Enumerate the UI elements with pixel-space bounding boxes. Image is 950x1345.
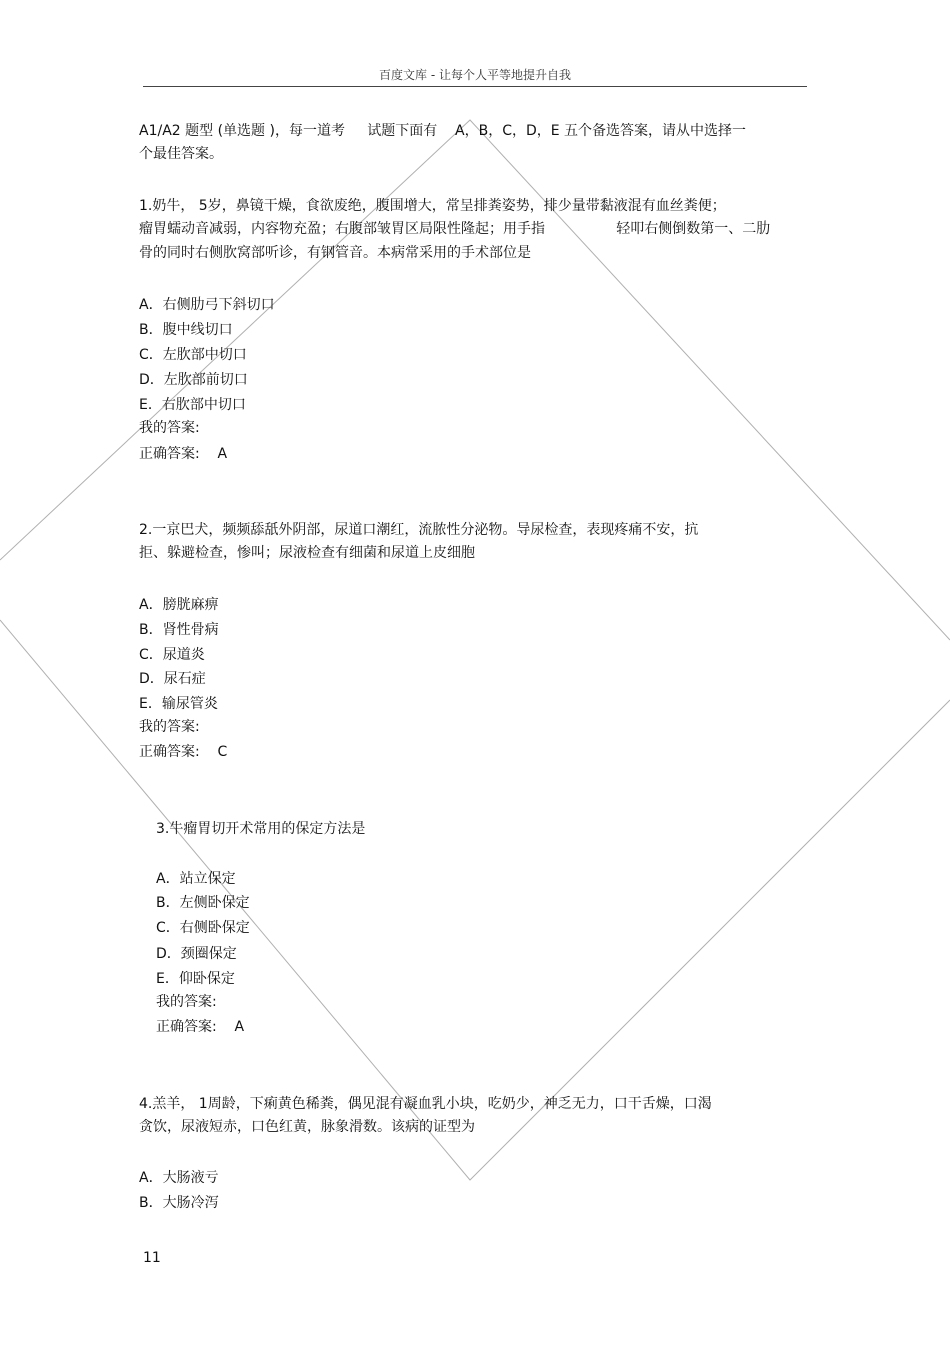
q1-stem-line-2: 瘤胃蠕动音减弱，内容物充盈；右腹部皱胃区局限性隆起；用手指 轻叩右侧倒数第一、二肋 bbox=[139, 221, 771, 237]
q3-option-d: D．颈圈保定 bbox=[156, 946, 237, 962]
q1-stem-line-1: 1.奶牛， 5岁，鼻镜干燥，食欲废绝，腹围增大，常呈排粪姿势，排少量带黏液混有血丝粪便； bbox=[139, 198, 726, 214]
q1-stem-line-3: 骨的同时右侧肷窝部听诊，有钢管音。本病常采用的手术部位是 bbox=[139, 245, 531, 261]
header-divider bbox=[143, 86, 807, 87]
q1-option-c: C．左肷部中切口 bbox=[139, 347, 247, 363]
q1-my-answer: 我的答案: bbox=[139, 420, 200, 436]
q2-option-a: A．膀胱麻痹 bbox=[139, 597, 219, 613]
q4-stem-line-2: 贪饮，尿液短赤，口色红黄，脉象滑数。该病的证型为 bbox=[139, 1119, 475, 1135]
q1-option-e: E．右肷部中切口 bbox=[139, 397, 246, 413]
q3-option-e: E．仰卧保定 bbox=[156, 971, 235, 987]
q4-option-b: B．大肠冷泻 bbox=[139, 1195, 219, 1211]
q1-option-d: D．左肷部前切口 bbox=[139, 372, 248, 388]
page-number: 11 bbox=[143, 1250, 161, 1266]
q3-my-answer: 我的答案: bbox=[156, 994, 217, 1010]
q2-option-e: E．输尿管炎 bbox=[139, 696, 218, 712]
intro-line-2: 个最佳答案。 bbox=[139, 146, 223, 162]
q1-correct-answer: 正确答案: A bbox=[139, 446, 228, 462]
q2-option-c: C．尿道炎 bbox=[139, 647, 205, 663]
q2-option-b: B．肾性骨病 bbox=[139, 622, 219, 638]
q4-option-a: A．大肠液亏 bbox=[139, 1170, 219, 1186]
q3-stem-line-1: 3.牛瘤胃切开术常用的保定方法是 bbox=[156, 821, 366, 837]
q3-option-b: B．左侧卧保定 bbox=[156, 895, 250, 911]
q2-my-answer: 我的答案: bbox=[139, 719, 200, 735]
intro-line-1: A1/A2 题型 (单选题 )，每一道考 试题下面有 A，B，C，D，E 五个备选答案，请从中选择一 bbox=[139, 123, 747, 139]
page-header: 百度文库 - 让每个人平等地提升自我 bbox=[379, 68, 571, 82]
q2-correct-answer: 正确答案: C bbox=[139, 744, 228, 760]
q3-correct-answer: 正确答案: A bbox=[156, 1019, 245, 1035]
q3-option-a: A．站立保定 bbox=[156, 871, 236, 887]
q3-option-c: C．右侧卧保定 bbox=[156, 920, 250, 936]
q1-option-a: A．右侧肋弓下斜切口 bbox=[139, 297, 275, 313]
q2-stem-line-2: 拒、躲避检查，惨叫；尿液检查有细菌和尿道上皮细胞 bbox=[139, 545, 475, 561]
q2-option-d: D．尿石症 bbox=[139, 671, 206, 687]
q1-option-b: B．腹中线切口 bbox=[139, 322, 233, 338]
q4-stem-line-1: 4.羔羊， 1周龄，下痢黄色稀粪，偶见混有凝血乳小块，吃奶少，神乏无力，口干舌燥，口渴 bbox=[139, 1096, 712, 1112]
q2-stem-line-1: 2.一京巴犬，频频舔舐外阴部，尿道口潮红，流脓性分泌物。导尿检查，表现疼痛不安，抗 bbox=[139, 522, 699, 538]
